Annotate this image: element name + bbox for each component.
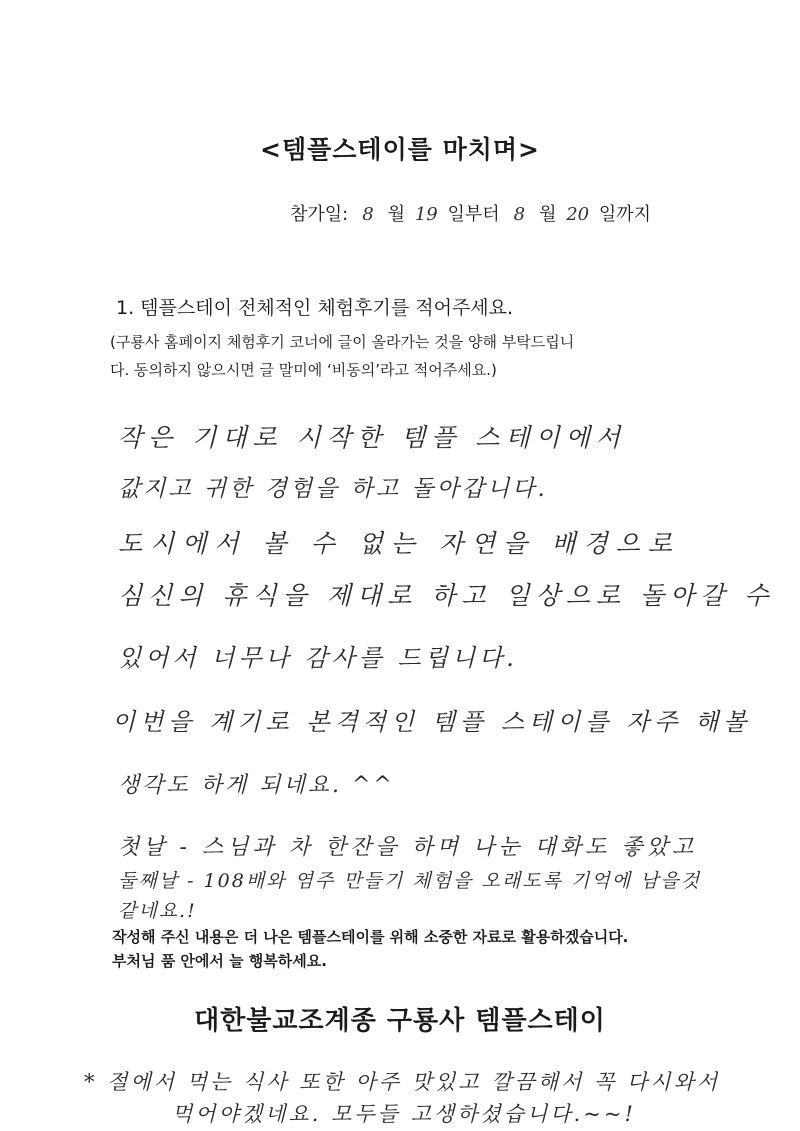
postscript-line-1: * 절에서 먹는 식사 또한 아주 맛있고 깔끔해서 꼭 다시와서 [84, 1070, 721, 1094]
month-unit-1: 월 [387, 204, 406, 225]
question-note [110, 328, 700, 384]
end-day-value: 20 [566, 204, 590, 225]
review-line: 작은 기대로 시작한 템플 스테이에서 [118, 423, 627, 452]
day-from-label: 일부터 [447, 204, 500, 225]
review-line: 도시에서 볼 수 없는 자연을 배경으로 [118, 529, 680, 558]
day-until-label: 일까지 [598, 204, 652, 225]
review-line: 둘째날 - 108배와 염주 만들기 체험을 오래도록 기억에 남을것 [118, 870, 702, 892]
closing-line-2: 부처님 품 안에서 늘 행복하세요. [112, 952, 327, 970]
temple-name: 대한불교조계종 구룡사 템플스테이 [194, 1006, 606, 1036]
postscript-line-2: 먹어야겠네요. 모두들 고생하셨습니다.~~! [172, 1102, 636, 1126]
form-title: <템플스테이를 마치며> [260, 135, 540, 164]
end-month-value: 8 [513, 204, 526, 225]
review-line: 값지고 귀한 경험을 하고 돌아갑니다. [118, 476, 548, 502]
review-line: 이번을 계기로 본격적인 템플 스테이를 자주 해볼 [112, 708, 752, 736]
closing-line-1: 작성해 주신 내용은 더 나은 템플스테이를 위해 소중한 자료로 활용하겠습니다. [112, 928, 629, 946]
review-line: 있어서 너무나 감사를 드립니다. [118, 644, 518, 672]
start-month-value: 8 [362, 204, 374, 225]
question-note-line-1: (구룡사 홈페이지 체험후기 코너에 글이 올라가는 것을 양해 부탁드립니 [110, 333, 575, 351]
review-line: 심신의 휴식을 제대로 하고 일상으로 돌아갈 수 [118, 581, 775, 610]
closing-message [112, 925, 628, 973]
participation-label: 참가일: [290, 204, 349, 225]
review-line: 생각도 하게 되네요. ^^ [118, 773, 395, 798]
month-unit-2: 월 [539, 204, 557, 225]
question-note-line-2: 다. 동의하지 않으시면 글 말미에 ‘비동의’라고 적어주세요.) [110, 361, 497, 379]
participation-dates [290, 200, 651, 226]
review-line: 같네요.! [118, 900, 197, 922]
start-day-value: 19 [414, 204, 438, 225]
question-1: 1. 템플스테이 전체적인 체험후기를 적어주세요. [116, 297, 514, 319]
review-line: 첫날 - 스님과 차 한잔을 하며 나눈 대화도 좋았고 [118, 835, 698, 860]
